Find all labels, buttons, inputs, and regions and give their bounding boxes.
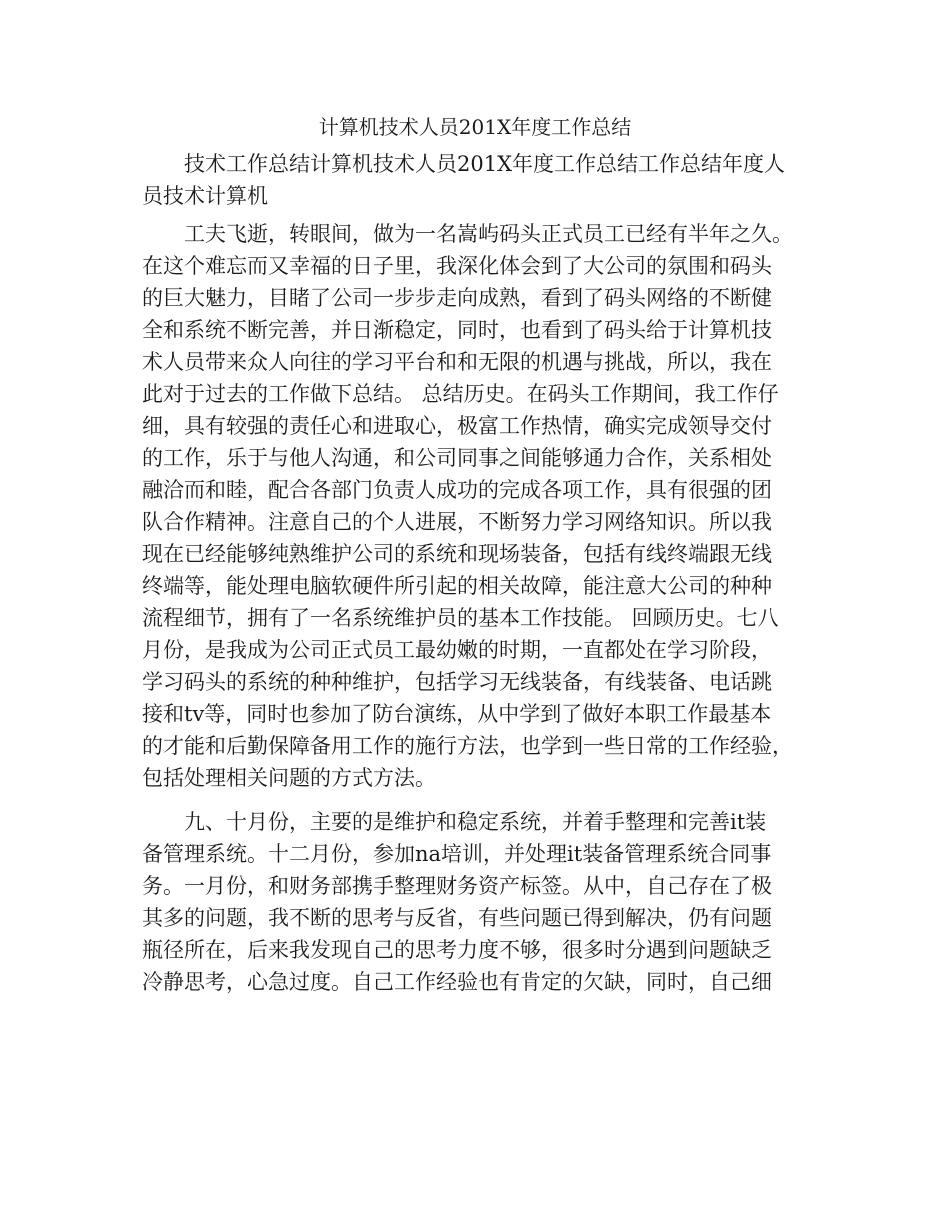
text-line: 的才能和后勤保障备用工作的施行方法，也学到一些日常的工作经验， bbox=[142, 734, 793, 758]
text-line: 工夫飞逝，转眼间，做为一名嵩屿码头正式员工已经有半年之久。 bbox=[142, 222, 793, 246]
text-line: 学习码头的系统的种种维护，包括学习无线装备，有线装备、电话跳 bbox=[142, 670, 772, 694]
text-line: 的巨大魅力，目睹了公司一步步走向成熟，看到了码头网络的不断健 bbox=[142, 286, 772, 310]
document-title: 计算机技术人员201X年度工作总结 bbox=[318, 115, 632, 139]
text-line: 细，具有较强的责任心和进取心，极富工作热情，确实完成领导交付 bbox=[142, 414, 772, 438]
paragraph-2 bbox=[142, 806, 822, 998]
text-line: 术人员带来众人向往的学习平台和和无限的机遇与挑战，所以，我在 bbox=[142, 350, 772, 374]
text-line: 全和系统不断完善，并日渐稳定，同时，也看到了码头给于计算机技 bbox=[142, 318, 772, 342]
text-line: 此对于过去的工作做下总结。 总结历史。在码头工作期间，我工作仔 bbox=[142, 382, 779, 406]
text-line: 终端等，能处理电脑软硬件所引起的相关故障，能注意大公司的种种 bbox=[142, 574, 772, 598]
text-line: 队合作精神。注意自己的个人进展，不断努力学习网络知识。所以我 bbox=[142, 510, 772, 534]
text-line: 包括处理相关问题的方式方法。 bbox=[142, 766, 436, 790]
text-line: 九、十月份，主要的是维护和稳定系统，并着手整理和完善it装 bbox=[142, 810, 767, 834]
text-line: 务。一月份，和财务部携手整理财务资产标签。从中，自己存在了极 bbox=[142, 874, 772, 898]
keyword-paragraph bbox=[142, 148, 822, 212]
text-line: 流程细节，拥有了一名系统维护员的基本工作技能。 回顾历史。七八 bbox=[142, 606, 779, 630]
text-line: 员技术计算机 bbox=[142, 184, 268, 208]
text-line: 在这个难忘而又幸福的日子里，我深化体会到了大公司的氛围和码头 bbox=[142, 254, 772, 278]
text-line: 其多的问题，我不断的思考与反省，有些问题已得到解决，仍有问题 bbox=[142, 906, 772, 930]
document-body bbox=[142, 148, 822, 998]
text-line: 冷静思考，心急过度。自己工作经验也有肯定的欠缺，同时，自己细 bbox=[142, 970, 772, 994]
paragraph-1 bbox=[142, 218, 822, 794]
text-line: 瓶径所在，后来我发现自己的思考力度不够，很多时分遇到问题缺乏 bbox=[142, 938, 772, 962]
text-line: 融洽而和睦，配合各部门负责人成功的完成各项工作，具有很强的团 bbox=[142, 478, 772, 502]
text-line: 接和tv等，同时也参加了防台演练，从中学到了做好本职工作最基本 bbox=[142, 702, 772, 726]
text-line: 月份，是我成为公司正式员工最幼嫩的时期，一直都处在学习阶段， bbox=[142, 638, 772, 662]
text-line: 技术工作总结计算机技术人员201X年度工作总结工作总结年度人 bbox=[142, 152, 786, 176]
text-line: 备管理系统。十二月份，参加na培训，并处理it装备管理系统合同事 bbox=[142, 842, 772, 866]
text-line: 现在已经能够纯熟维护公司的系统和现场装备，包括有线终端跟无线 bbox=[142, 542, 772, 566]
text-line: 的工作，乐于与他人沟通，和公司同事之间能够通力合作，关系相处 bbox=[142, 446, 772, 470]
